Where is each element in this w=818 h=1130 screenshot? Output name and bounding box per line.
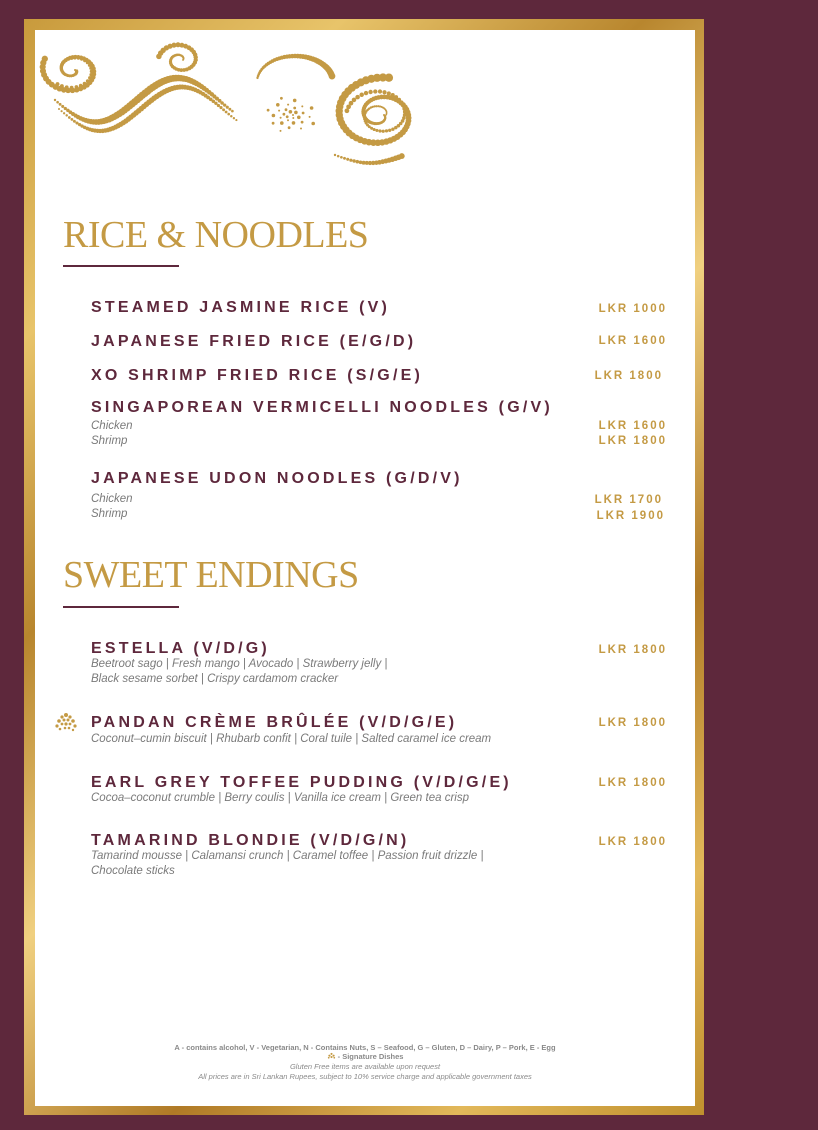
item-description: Coconut–cumin biscuit | Rhubarb confit | Coral tuile | Salted caramel ice cream <box>91 733 492 745</box>
allergen-legend: A - contains alcohol, V - Vegetarian, N - Contains Nuts, S – Seafood, G – Gluten, D – Dairy, P – Pork, E - Egg <box>174 1043 556 1052</box>
item-name: SINGAPOREAN VERMICELLI NOODLES (G/V) <box>91 399 553 416</box>
item-price: LKR 1800 <box>594 370 663 382</box>
item-name: TAMARIND BLONDIE (V/D/G/N) <box>91 832 410 849</box>
item-price: LKR 1800 <box>598 777 667 789</box>
signature-legend <box>35 1052 695 1061</box>
item-price: LKR 1800 <box>598 836 667 848</box>
menu-page <box>35 30 695 1106</box>
item-price: LKR 1800 <box>598 644 667 656</box>
item-name: JAPANESE FRIED RICE (E/G/D) <box>91 333 417 350</box>
item-name: STEAMED JASMINE RICE (V) <box>91 299 391 316</box>
signature-dish-icon <box>327 1052 336 1060</box>
gluten-free-note: Gluten Free items are available upon request <box>289 1062 441 1071</box>
item-name: ESTELLA (V/D/G) <box>91 640 270 657</box>
item-option-label: Shrimp <box>91 508 128 520</box>
item-description: Chocolate sticks <box>91 865 175 877</box>
item-price: LKR 1800 <box>598 717 667 729</box>
section-title-sweet-endings: SWEET ENDINGS <box>63 554 359 596</box>
item-option-price: LKR 1600 <box>598 420 667 432</box>
item-name: JAPANESE UDON NOODLES (G/D/V) <box>91 470 463 487</box>
signature-legend-text: - Signature Dishes <box>337 1052 404 1061</box>
item-description: Black sesame sorbet | Crispy cardamom cracker <box>91 673 339 685</box>
section-divider <box>63 606 179 608</box>
item-name: PANDAN CRÈME BRÛLÉE (V/D/G/E) <box>91 714 458 731</box>
item-price: LKR 1600 <box>598 335 667 347</box>
item-option-price: LKR 1700 <box>594 494 663 506</box>
section-divider <box>63 265 179 267</box>
item-description: Beetroot sago | Fresh mango | Avocado | Strawberry jelly | <box>91 658 388 670</box>
item-option-price: LKR 1900 <box>596 510 665 522</box>
item-description: Tamarind mousse | Calamansi crunch | Caramel toffee | Passion fruit drizzle | <box>91 850 484 862</box>
signature-dish-icon <box>53 711 79 733</box>
item-option-label: Chicken <box>91 493 133 505</box>
item-option-label: Chicken <box>91 420 133 432</box>
item-option-label: Shrimp <box>91 435 128 447</box>
item-option-price: LKR 1800 <box>598 435 667 447</box>
item-name: EARL GREY TOFFEE PUDDING (V/D/G/E) <box>91 774 512 791</box>
gold-dot-swirl-ornament-icon <box>35 30 435 175</box>
item-description: Cocoa–coconut crumble | Berry coulis | Vanilla ice cream | Green tea crisp <box>91 792 469 804</box>
price-note: All prices are in Sri Lankan Rupees, subject to 10% service charge and applicable government taxes <box>198 1072 532 1081</box>
section-title-rice-noodles: RICE & NOODLES <box>63 214 369 256</box>
item-price: LKR 1000 <box>598 303 667 315</box>
item-name: XO SHRIMP FRIED RICE (S/G/E) <box>91 367 423 384</box>
